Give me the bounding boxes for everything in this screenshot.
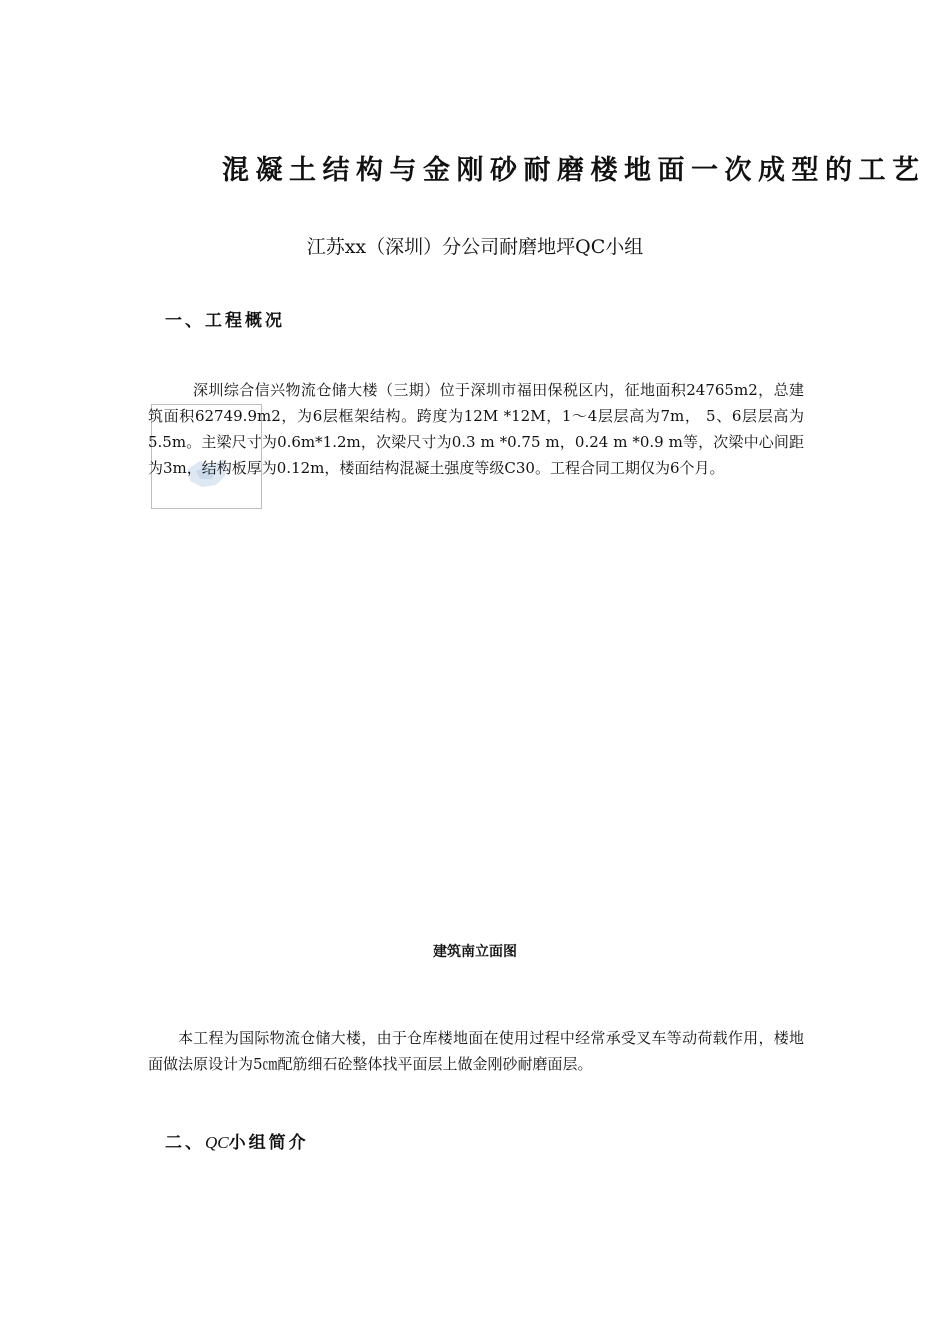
document-title: 混凝土结构与金刚砂耐磨楼地面一次成型的工艺 xyxy=(222,155,926,186)
overview-paragraph: 深圳综合信兴物流仓储大楼（三期）位于深圳市福田保税区内，征地面积24765m2，总建筑面积62749.9m2，为6层框架结构。跨度为12M *12M，1～4层层高为7m， 5、6层层高为5.5m。主梁尺寸为0.6m*1.2m，次梁尺寸为0.3 m *0.75 m，0.24 m *0.9 m等，次梁中心间距为3m，结构板厚为0.12m，楼面结构混凝土强度等级C30。工程合同工期仅为6个月。 xyxy=(148,381,804,477)
heading-suffix: 小组简介 xyxy=(228,1133,309,1153)
heading-prefix: 二、 xyxy=(165,1133,205,1153)
section-heading-qc-group xyxy=(165,1128,309,1153)
section-heading-overview: 一、工程概况 xyxy=(165,311,285,331)
document-subtitle: 江苏xx（深圳）分公司耐磨地坪QC小组 xyxy=(306,236,644,258)
design-paragraph: 本工程为国际物流仓储大楼，由于仓库楼地面在使用过程中经常承受叉车等动荷载作用，楼地面做法原设计为5㎝配筋细石砼整体找平面层上做金刚砂耐磨面层。 xyxy=(148,1029,804,1073)
heading-qc: QC xyxy=(205,1133,229,1152)
figure-caption: 建筑南立面图 xyxy=(433,944,517,960)
